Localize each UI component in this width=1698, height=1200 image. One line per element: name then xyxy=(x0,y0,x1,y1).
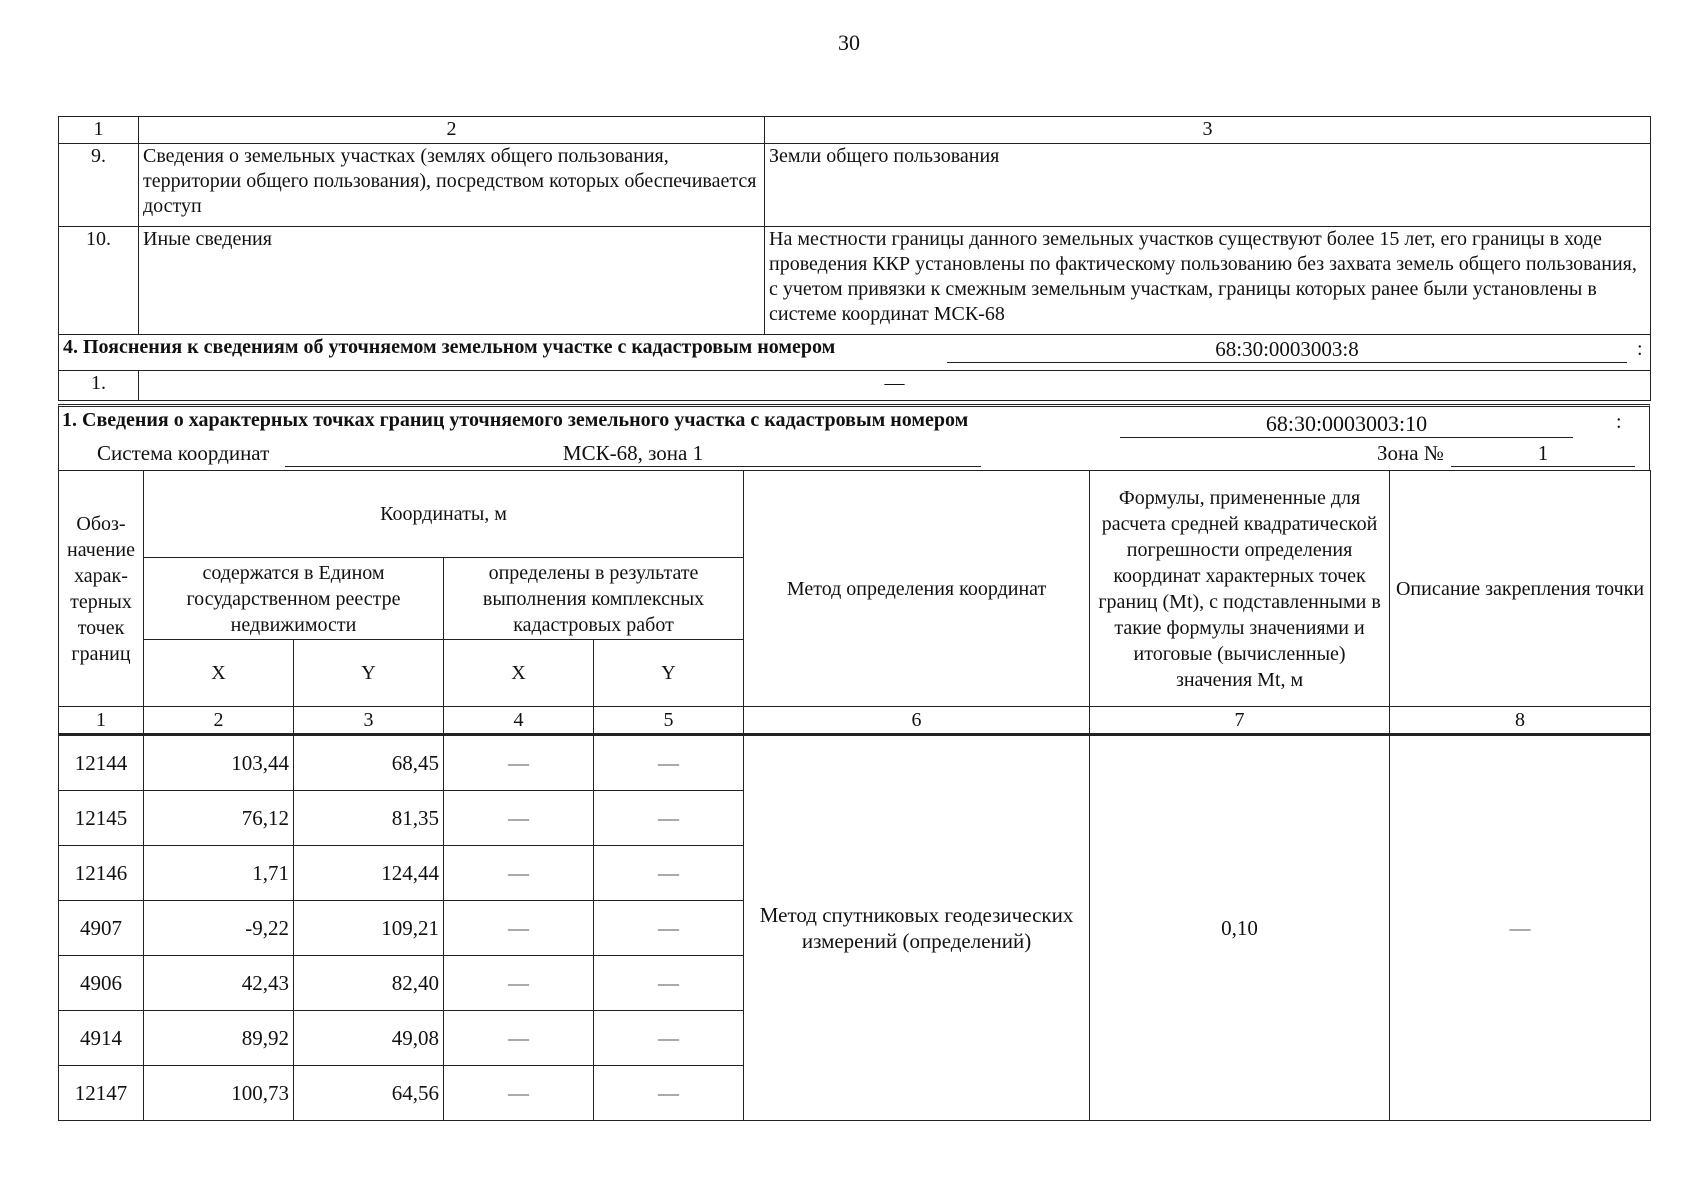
row-label: Сведения о земельных участках (землях общего пользования, территории общего пользования), посредством которых обеспечивается доступ xyxy=(139,144,765,227)
determined-y: — xyxy=(594,791,744,846)
determined-y: — xyxy=(594,1011,744,1066)
column-number: 6 xyxy=(744,707,1090,735)
coord-system-value: МСК-68, зона 1 xyxy=(285,441,981,467)
point-id: 12147 xyxy=(59,1066,144,1121)
determined-header: определены в результате выполнения комплексных кадастровых работ xyxy=(444,558,744,640)
boundary-points-table xyxy=(58,470,1651,1121)
method-value: Метод спутниковых геодезических измерений (определений) xyxy=(744,735,1090,1121)
registry-x: 100,73 xyxy=(144,1066,294,1121)
table-row xyxy=(59,735,1651,791)
section4-colon: : xyxy=(1637,338,1643,360)
row-label: Иные сведения xyxy=(139,227,765,335)
zone-label: Зона № xyxy=(1377,441,1444,465)
section1-colon: : xyxy=(1616,411,1622,433)
column-numbers-row xyxy=(59,707,1651,735)
column-number: 1 xyxy=(59,707,144,735)
column-number: 3 xyxy=(765,117,1651,144)
column-number: 2 xyxy=(144,707,294,735)
section4-cadastral-number: 68:30:0003003:8 xyxy=(947,337,1627,363)
zone-value: 1 xyxy=(1451,441,1635,467)
row-10 xyxy=(59,227,1651,335)
row-number: 1. xyxy=(59,371,139,401)
mt-value: 0,10 xyxy=(1090,735,1390,1121)
point-id: 4914 xyxy=(59,1011,144,1066)
section4-title: 4. Пояснения к сведениям об уточняемом земельном участке с кадастровым номером xyxy=(63,336,836,358)
column-number: 8 xyxy=(1390,707,1651,735)
point-id: 12145 xyxy=(59,791,144,846)
row-value: На местности границы данного земельных участков существуют более 15 лет, его границы в ходе проведения ККР установлены по фактическому пользованию без захвата земель общего пользования, с учетом привязки к смежным земельным участкам, границы которых ранее были установлены в системе координат МСК-68 xyxy=(765,227,1651,335)
point-id: 4907 xyxy=(59,901,144,956)
registry-y: 49,08 xyxy=(294,1011,444,1066)
row-value: Земли общего пользования xyxy=(765,144,1651,227)
registry-y: 81,35 xyxy=(294,791,444,846)
determined-y: — xyxy=(594,901,744,956)
registry-y: 82,40 xyxy=(294,956,444,1011)
determined-y: — xyxy=(594,956,744,1011)
column-number: 3 xyxy=(294,707,444,735)
section4-title-row xyxy=(59,335,1651,371)
determined-x: — xyxy=(444,956,594,1011)
upper-header-row xyxy=(59,117,1651,144)
section1-heading xyxy=(58,404,1650,470)
description-header: Описание закрепления точки xyxy=(1390,471,1651,707)
determined-x: — xyxy=(444,901,594,956)
method-header: Метод определения координат xyxy=(744,471,1090,707)
determined-x: — xyxy=(444,846,594,901)
coordinates-header: Координаты, м xyxy=(144,471,744,558)
point-id: 4906 xyxy=(59,956,144,1011)
column-number: 7 xyxy=(1090,707,1390,735)
info-table xyxy=(58,116,1651,401)
page-number: 30 xyxy=(838,30,860,55)
registry-x: -9,22 xyxy=(144,901,294,956)
coord-system-label: Система координат xyxy=(97,441,270,465)
registry-x: 1,71 xyxy=(144,846,294,901)
registry-x: 76,12 xyxy=(144,791,294,846)
formulas-header: Формулы, примененные для расчета средней квадратической погрешности определения координат характерных точек границ (Mt), с подставленными в такие формулы значениями и итоговые (вычисленные) значения Mt, м xyxy=(1090,471,1390,707)
row-number: 10. xyxy=(59,227,139,335)
row-9 xyxy=(59,144,1651,227)
section4-row-1 xyxy=(59,371,1651,401)
determined-x: — xyxy=(444,1011,594,1066)
registry-y: 109,21 xyxy=(294,901,444,956)
x-header: X xyxy=(144,640,294,707)
determined-y: — xyxy=(594,846,744,901)
registry-x: 42,43 xyxy=(144,956,294,1011)
registry-x: 103,44 xyxy=(144,735,294,791)
registry-y: 124,44 xyxy=(294,846,444,901)
point-id: 12144 xyxy=(59,735,144,791)
in-registry-header: содержатся в Едином государственном реестре недвижимости xyxy=(144,558,444,640)
determined-x: — xyxy=(444,1066,594,1121)
registry-x: 89,92 xyxy=(144,1011,294,1066)
determined-x: — xyxy=(444,791,594,846)
row-value: — xyxy=(139,371,1651,401)
row-number: 9. xyxy=(59,144,139,227)
point-id: 12146 xyxy=(59,846,144,901)
y-header: Y xyxy=(594,640,744,707)
section1-title: 1. Сведения о характерных точках границ уточняемого земельного участка с кадастровым номером xyxy=(62,409,969,431)
registry-y: 68,45 xyxy=(294,735,444,791)
designation-header: Обоз- начение харак- терных точек границ xyxy=(59,471,144,707)
y-header: Y xyxy=(294,640,444,707)
x-header: X xyxy=(444,640,594,707)
determined-y: — xyxy=(594,1066,744,1121)
column-number: 5 xyxy=(594,707,744,735)
determined-y: — xyxy=(594,735,744,791)
column-number: 2 xyxy=(139,117,765,144)
column-number: 1 xyxy=(59,117,139,144)
description-value: — xyxy=(1390,735,1651,1121)
section1-cadastral-number: 68:30:0003003:10 xyxy=(1120,411,1573,438)
determined-x: — xyxy=(444,735,594,791)
column-number: 4 xyxy=(444,707,594,735)
registry-y: 64,56 xyxy=(294,1066,444,1121)
